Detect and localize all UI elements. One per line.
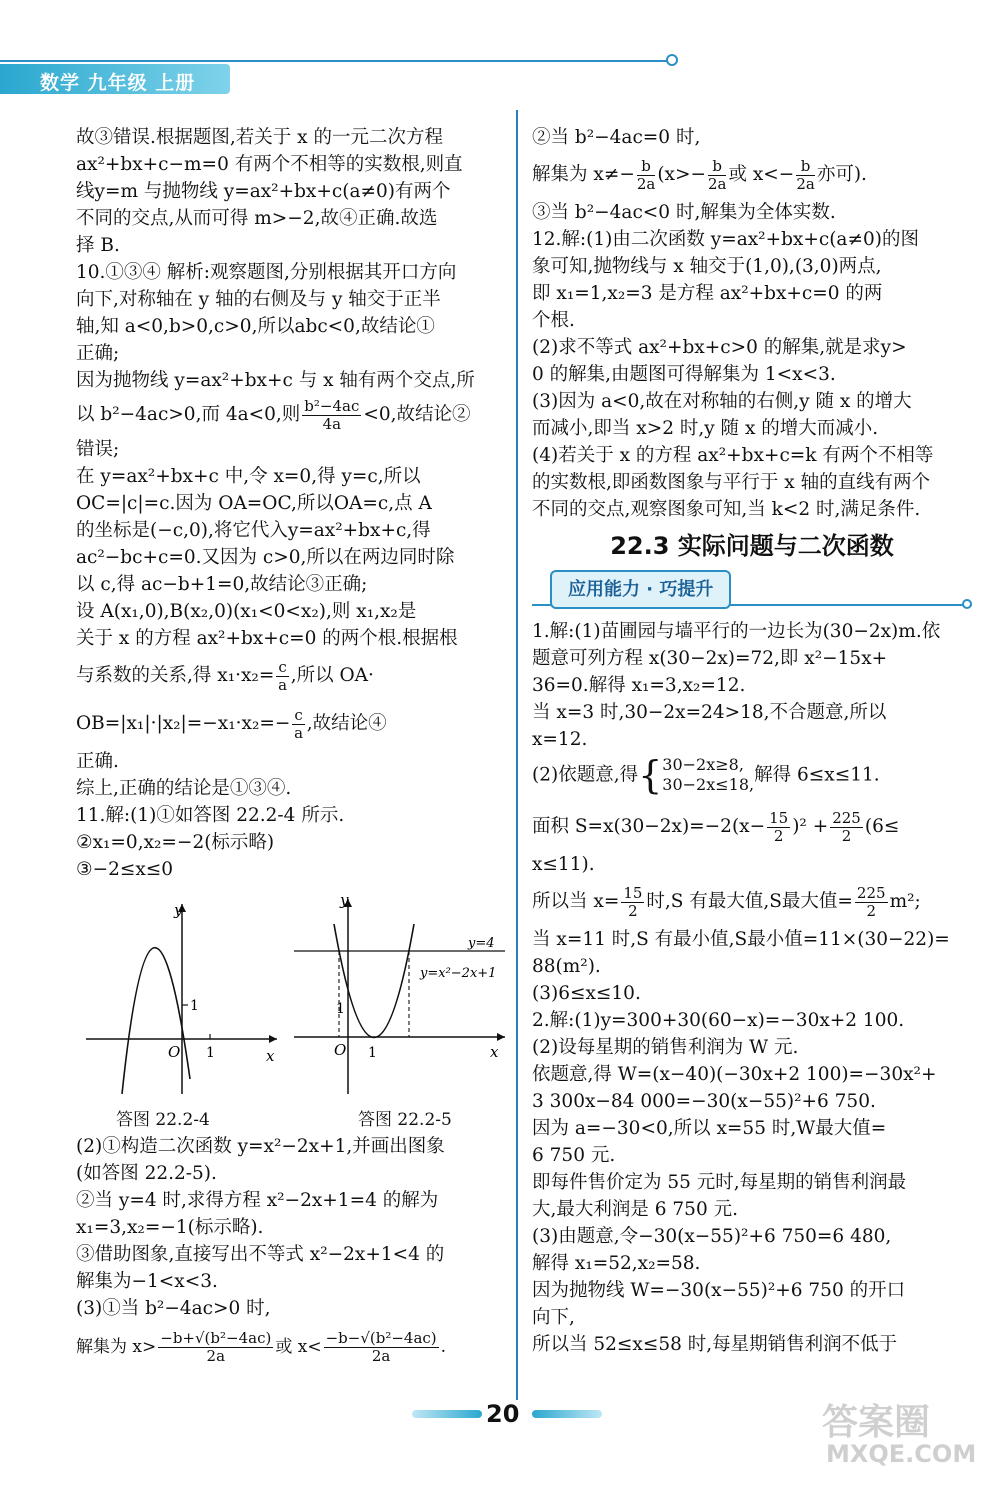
text: . xyxy=(440,1337,447,1357)
q2-block xyxy=(532,1007,972,1358)
fraction xyxy=(302,398,361,433)
frac-num: −b+√(b²−4ac) xyxy=(160,1329,272,1347)
text: 或 x<− xyxy=(728,164,795,185)
figure-22-2-5 xyxy=(290,889,510,1099)
r-frac-line xyxy=(532,151,972,199)
text-line: 依题意,得 W=(x−40)(−30x+2 100)=−30x²+ xyxy=(532,1064,937,1085)
text: 解得 6≤x≤11. xyxy=(754,764,880,786)
text: (x>− xyxy=(657,164,706,185)
frac-num: 15 xyxy=(623,883,643,902)
text-line: ③当 b²−4ac<0 时,解集为全体实数. xyxy=(532,202,836,223)
text: (x− xyxy=(731,816,766,837)
text-line: 所以当 52≤x≤58 时,每星期销售利润不低于 xyxy=(532,1334,898,1355)
fraction xyxy=(767,810,790,845)
frac-den: 2 xyxy=(866,901,877,920)
frac-den: 2a xyxy=(636,174,656,193)
frac-den: 2 xyxy=(841,826,852,845)
fraction xyxy=(637,158,656,193)
frac-den: 2 xyxy=(773,826,784,845)
caption-22-2-4: 答图 22.2-4 xyxy=(116,1110,210,1130)
text-line: 12.解:(1)由二次函数 y=ax²+bx+c(a≠0)的图 xyxy=(532,229,919,250)
watermark-logo: 答案圈 xyxy=(822,1402,931,1443)
text-line: OC=|c|=c.因为 OA=OC,所以OA=c,点 A xyxy=(76,493,432,514)
text: (2)依题意,得 xyxy=(532,764,639,786)
text-line: 不同的交点,观察图象可知,当 k<2 时,满足条件. xyxy=(532,499,921,520)
text-line: 10.①③④ 解析:观察题图,分别根据其开口方向 xyxy=(76,262,457,283)
text-line: ②当 y=4 时,求得方程 x²−2x+1=4 的解为 xyxy=(76,1190,439,1211)
text-line: 因为 a=−30<0,所以 x=55 时,W最大值= xyxy=(532,1118,887,1139)
tick-x-1: 1 xyxy=(206,1045,215,1061)
q1-block xyxy=(532,618,972,753)
text-line: 关于 x 的方程 ax²+bx+c=0 的两个根.根据根 xyxy=(76,628,458,649)
frac-den: a xyxy=(278,675,288,694)
axis-y-label: y xyxy=(340,891,349,909)
page-number: 20 xyxy=(486,1400,520,1428)
brace-icon: { xyxy=(638,753,663,797)
eq-a: 30−2x≥8, xyxy=(662,755,744,774)
text-line: 因为抛物线 W=−30(x−55)²+6 750 的开口 xyxy=(532,1280,906,1301)
text-line: 2.解:(1)y=300+30(60−x)=−30x+2 100. xyxy=(532,1010,905,1031)
text: <0,故结论② xyxy=(363,404,471,425)
q1-area-line xyxy=(532,803,972,851)
footer-deco-left xyxy=(412,1410,482,1418)
left-column xyxy=(76,124,506,1372)
tick-y-1: 1 xyxy=(336,1001,345,1017)
column-divider xyxy=(516,110,518,1400)
text: 所以当 x= xyxy=(532,891,620,912)
text-line: (3)因为 a<0,故在对称轴的右侧,y 随 x 的增大 xyxy=(532,391,912,412)
frac-num: 225 xyxy=(832,808,861,827)
fraction xyxy=(830,810,863,845)
q11-block-b xyxy=(76,1133,506,1322)
text-line: x₁=3,x₂=−1(标示略). xyxy=(76,1217,264,1238)
figures xyxy=(76,889,506,1129)
q11-block xyxy=(76,802,506,883)
frac-num: b xyxy=(708,158,727,176)
text: OB=|x₁|·|x₂|=−x₁·x₂=− xyxy=(76,713,291,734)
fraction xyxy=(292,707,304,742)
text-line: (3)①当 b²−4ac>0 时, xyxy=(76,1298,271,1319)
line-label: y=4 xyxy=(468,936,495,951)
frac-num: 225 xyxy=(856,883,886,902)
frac-num: b xyxy=(637,158,656,176)
ability-label: 应用能力 · 巧提升 xyxy=(550,570,731,609)
text-line: ③借助图象,直接写出不等式 x²−2x+1<4 的 xyxy=(76,1244,445,1265)
axis-x-label: x xyxy=(490,1043,499,1061)
fraction xyxy=(708,158,727,193)
text-line: 以 c,得 ac−b+1=0,故结论③正确; xyxy=(76,574,368,595)
text-line: 1.解:(1)苗圃园与墙平行的一边长为(30−2x)m.依 xyxy=(532,621,941,642)
text-line: 解得 x₁=52,x₂=58. xyxy=(532,1253,701,1274)
text-line: 0 的解集,由题图可得解集为 1<x<3. xyxy=(532,364,836,385)
q10-f3-line xyxy=(76,700,506,748)
text-line: (4)若关于 x 的方程 ax²+bx+c=k 有两个不相等 xyxy=(532,445,934,466)
frac-den: 2a xyxy=(796,174,815,193)
header-title: 数学 九年级 上册 xyxy=(40,72,196,94)
figure-22-2-4 xyxy=(82,889,282,1099)
frac-den: a xyxy=(294,723,304,742)
q11-end xyxy=(532,199,972,226)
q9-continuation xyxy=(76,124,506,259)
text-line: 择 B. xyxy=(76,235,120,256)
origin-label: O xyxy=(168,1043,181,1061)
q10-frac-line xyxy=(76,394,506,436)
tick-x-1: 1 xyxy=(368,1045,377,1061)
text: 与系数的关系,得 x₁·x₂= xyxy=(76,665,275,686)
q1-area-line2: x≤11). xyxy=(532,854,595,875)
text-line: 象可知,抛物线与 x 轴交于(1,0),(3,0)两点, xyxy=(532,256,882,277)
frac-num: −b−√(b²−4ac) xyxy=(325,1329,437,1347)
frac-den: 2 xyxy=(628,901,638,920)
banner-dot xyxy=(962,599,972,609)
q1-rest xyxy=(532,926,972,1007)
q10-block xyxy=(76,259,506,394)
fraction xyxy=(324,1330,439,1365)
footer-deco-right xyxy=(532,1410,602,1418)
text-line: (2)①构造二次函数 y=x²−2x+1,并画出图象 xyxy=(76,1136,445,1157)
text: ,所以 OA· xyxy=(290,665,374,686)
frac-num: 15 xyxy=(769,808,789,827)
text-line: 的坐标是(−c,0),将它代入y=ax²+bx+c,得 xyxy=(76,520,431,541)
text-line: 而减小,即当 x>2 时,y 随 x 的增大而减小. xyxy=(532,418,879,439)
text-line: 轴,知 a<0,b>0,c>0,所以abc<0,故结论① xyxy=(76,316,435,337)
text-line: 不同的交点,从而可得 m>−2,故④正确.故选 xyxy=(76,208,438,229)
text-line: 即每件售价定为 55 元时,每星期的销售利润最 xyxy=(532,1172,907,1193)
text-line: (3)由题意,令−30(x−55)²+6 750=6 480, xyxy=(532,1226,892,1247)
text-line: ac²−bc+c=0.又因为 c>0,所以在两边同时除 xyxy=(76,547,455,568)
text-line: 错误; xyxy=(76,439,120,460)
text-line: (2)设每星期的销售利润为 W 元. xyxy=(532,1037,799,1058)
text: (6≤ xyxy=(864,816,900,837)
fraction xyxy=(276,659,288,694)
frac-num: b²−4ac xyxy=(304,396,360,415)
tick-y-1: 1 xyxy=(190,998,199,1014)
q11-continuation xyxy=(532,124,972,151)
header-rule xyxy=(0,60,672,62)
text: 解集为 x≠− xyxy=(532,164,635,185)
text: 亦可). xyxy=(816,164,867,185)
text-line: (2)求不等式 ax²+bx+c>0 的解集,就是求y> xyxy=(532,337,907,358)
right-column xyxy=(532,124,972,1358)
text-line: 题意可列方程 x(30−2x)=72,即 x²−15x+ xyxy=(532,648,888,669)
text-line: 36=0.解得 x₁=3,x₂=12. xyxy=(532,675,746,696)
text-line: ax²+bx+c−m=0 有两个不相等的实数根,则直 xyxy=(76,154,463,175)
text: 或 x< xyxy=(275,1337,322,1357)
fraction xyxy=(158,1330,273,1365)
text-line: 正确; xyxy=(76,343,120,364)
watermark-url: MXQE.COM xyxy=(826,1440,977,1468)
text: 时,S 有最大值,S最大值= xyxy=(646,891,853,912)
q12-block xyxy=(532,226,972,523)
text-line: 向下,对称轴在 y 轴的右侧及与 y 轴交于正半 xyxy=(76,289,441,310)
text-line: ②当 b²−4ac=0 时, xyxy=(532,127,701,148)
axis-x-label: x xyxy=(266,1047,275,1065)
text-line: x=12. xyxy=(532,729,588,750)
text: )² + xyxy=(792,816,829,837)
page-header xyxy=(0,50,680,96)
text-line: 向下, xyxy=(532,1307,575,1328)
text-line: (如答图 22.2-5). xyxy=(76,1163,217,1184)
text-line: 线y=m 与抛物线 y=ax²+bx+c(a≠0)有两个 xyxy=(76,181,451,202)
text-line: 6 750 元. xyxy=(532,1145,616,1166)
text: 以 b²−4ac>0,而 4a<0,则 xyxy=(76,404,301,425)
fraction xyxy=(855,885,888,920)
text-line: 故③错误.根据题图,若关于 x 的一元二次方程 xyxy=(76,127,443,148)
text-line: 解集为−1<x<3. xyxy=(76,1271,218,1292)
fraction xyxy=(796,158,815,193)
text-line: 3 300x−84 000=−30(x−55)²+6 750. xyxy=(532,1091,876,1112)
text: m²; xyxy=(889,891,921,912)
text-line: ②x₁=0,x₂=−2(标示略) xyxy=(76,832,275,853)
frac-num: b xyxy=(796,158,815,176)
q11-last-line xyxy=(76,1322,506,1372)
text-line: 设 A(x₁,0),B(x₂,0)(x₁<0<x₂),则 x₁,x₂是 xyxy=(76,601,417,622)
text-line: 当 x=3 时,30−2x=24>18,不合题意,所以 xyxy=(532,702,887,723)
q1-max-line xyxy=(532,878,972,926)
text-line: 个根. xyxy=(532,310,575,331)
text-line: (3)6≤x≤10. xyxy=(532,983,641,1004)
axis-y-label: y xyxy=(174,901,183,919)
text-line: 在 y=ax²+bx+c 中,令 x=0,得 y=c,所以 xyxy=(76,466,421,487)
text-line: 即 x₁=1,x₂=3 是方程 ax²+bx+c=0 的两 xyxy=(532,283,883,304)
text-line: 88(m²). xyxy=(532,956,601,977)
q10-block-b xyxy=(76,436,506,652)
header-dot xyxy=(666,54,678,66)
q10-f2-line xyxy=(76,652,506,700)
text-line: 因为抛物线 y=ax²+bx+c 与 x 轴有两个交点,所 xyxy=(76,370,475,391)
text-line: 11.解:(1)①如答图 22.2-4 所示. xyxy=(76,805,345,826)
frac-num: c xyxy=(294,705,303,724)
text-line: 大,最大利润是 6 750 元. xyxy=(532,1199,738,1220)
text-line: 综上,正确的结论是①③④. xyxy=(76,778,292,799)
fraction xyxy=(621,885,644,920)
text: ,故结论④ xyxy=(306,713,387,734)
frac-den: 2a xyxy=(371,1347,391,1365)
eq-b: 30−2x≤18, xyxy=(662,775,755,794)
text-line: ③−2≤x≤0 xyxy=(76,859,174,880)
origin-label: O xyxy=(334,1041,347,1059)
caption-22-2-5: 答图 22.2-5 xyxy=(358,1110,452,1130)
system xyxy=(662,755,754,795)
curve-label: y=x²−2x+1 xyxy=(420,966,497,981)
frac-den: 4a xyxy=(322,414,342,433)
frac-num: c xyxy=(278,657,287,676)
text-line: 正确. xyxy=(76,751,119,772)
text: 解集为 x> xyxy=(76,1337,157,1357)
ability-banner xyxy=(532,566,972,610)
text-line: 的实数根,即函数图象与平行于 x 轴的直线有两个 xyxy=(532,472,931,493)
q1-system-line xyxy=(532,753,972,803)
frac-den: 2a xyxy=(707,174,727,193)
text: 面积 S=x(30−2x)=−2 xyxy=(532,816,732,837)
text-line: 当 x=11 时,S 有最小值,S最小值=11×(30−22)= xyxy=(532,929,950,950)
section-title: 22.3 实际问题与二次函数 xyxy=(610,532,894,560)
q10-block-c xyxy=(76,748,506,802)
frac-den: 2a xyxy=(206,1347,226,1365)
